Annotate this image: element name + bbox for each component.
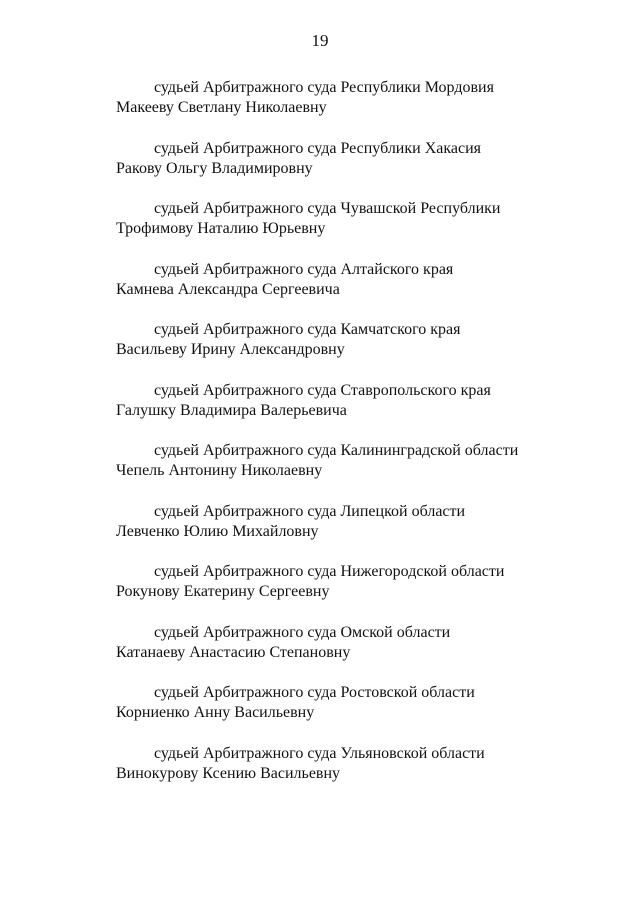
- entry-title: судьей Арбитражного суда Республики Хакасия: [154, 139, 482, 157]
- entry-person-name: Галушку Владимира Валерьевича: [116, 401, 347, 419]
- page-number: 19: [311, 31, 329, 50]
- entry-person-name: Корниенко Анну Васильевну: [116, 704, 315, 721]
- appointment-entry: [116, 683, 616, 744]
- entry-title: судьей Арбитражного суда Республики Мордовия: [154, 79, 494, 96]
- entry-title: судьей Арбитражного суда Камчатского края: [154, 321, 461, 338]
- appointment-entry: [116, 78, 616, 139]
- appointment-entry: [116, 441, 616, 502]
- entry-person-name: Рокунову Екатерину Сергеевну: [116, 583, 330, 600]
- appointment-entry: [116, 139, 616, 200]
- appointment-entry: [116, 320, 616, 381]
- entry-person-name: Трофимову Наталию Юрьевну: [116, 220, 326, 237]
- entry-person-name: Катанаеву Анастасию Степановну: [116, 643, 351, 661]
- entry-person-name: Камнева Александра Сергеевича: [116, 280, 340, 298]
- appointment-entry: [116, 562, 616, 623]
- entry-person-name: Макееву Светлану Николаевну: [116, 99, 327, 116]
- entry-title: судьей Арбитражного суда Нижегородской области: [154, 563, 505, 580]
- entry-title: судьей Арбитражного суда Ставропольского края: [154, 381, 491, 399]
- appointment-entry: [116, 502, 616, 563]
- appointment-entry: [116, 260, 616, 321]
- appointment-entry: [116, 199, 616, 260]
- entry-person-name: Чепель Антонину Николаевну: [116, 462, 323, 479]
- appointment-entry: [116, 623, 616, 684]
- entry-person-name: Васильеву Ирину Александровну: [116, 341, 345, 358]
- entry-person-name: Ракову Ольгу Владимировну: [116, 159, 313, 177]
- appointment-list: [116, 78, 616, 804]
- appointment-entry: [116, 381, 616, 442]
- entry-title: судьей Арбитражного суда Алтайского края: [154, 260, 454, 278]
- entry-title: судьей Арбитражного суда Ростовской области: [154, 684, 475, 701]
- entry-title: судьей Арбитражного суда Липецкой области: [154, 502, 466, 520]
- appointment-entry: [116, 744, 616, 805]
- entry-person-name: Винокурову Ксению Васильевну: [116, 764, 341, 782]
- entry-title: судьей Арбитражного суда Чувашской Республики: [154, 200, 501, 217]
- entry-title: судьей Арбитражного суда Ульяновской области: [154, 744, 485, 762]
- entry-title: судьей Арбитражного суда Калининградской области: [154, 442, 519, 459]
- entry-person-name: Левченко Юлию Михайловну: [116, 522, 319, 540]
- entry-title: судьей Арбитражного суда Омской области: [154, 623, 451, 641]
